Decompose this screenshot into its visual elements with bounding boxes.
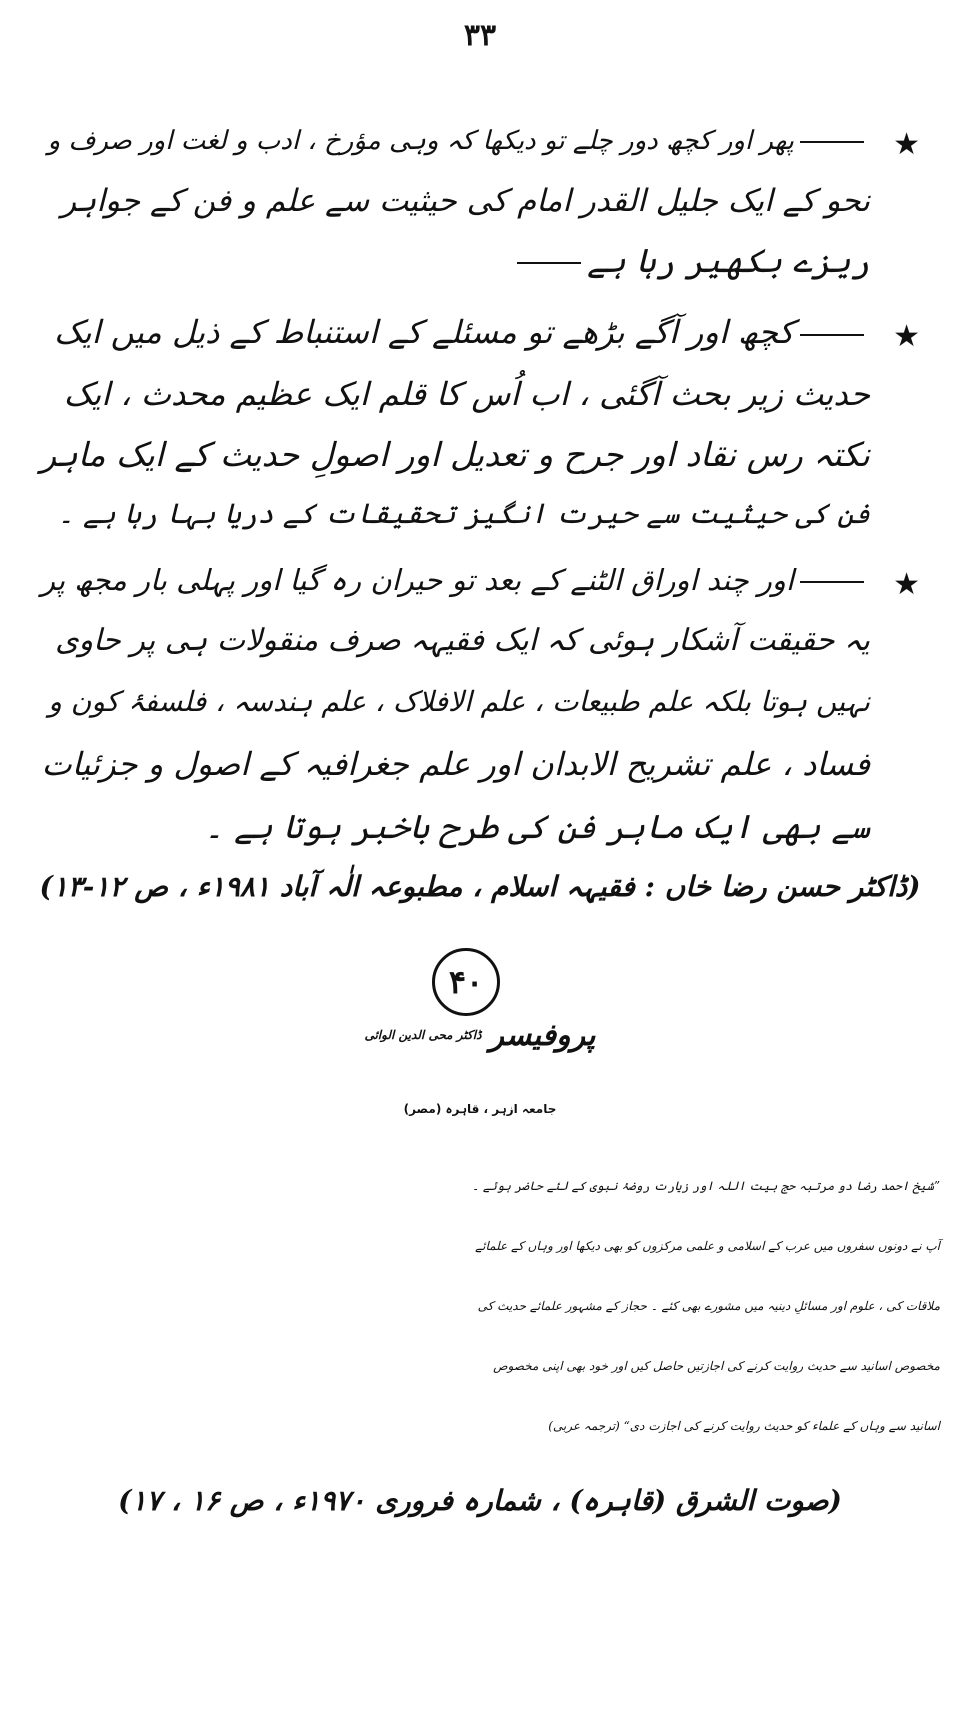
author-institution: جامعہ ازہر ، قاہرہ (مصر) (403, 1102, 557, 1116)
bullet-item (40, 300, 920, 540)
bullet-line: اور چند اوراق الٹنے کے بعد تو حیران رہ گیا اور پہلی بار مجھ پر (41, 566, 870, 595)
author-prefix: پروفیسر (489, 1018, 596, 1053)
star-icon: ★ (893, 567, 920, 602)
bullet-item (40, 560, 920, 860)
bullet-line: نحو کے ایک جلیل القدر امام کی حیثیت سے علم و فن کے جواہر (61, 183, 870, 219)
quote-line: ”شیخ احمد رضا دو مرتبہ حج بیت اللہ اور زیارت روضۂ نبوی کے لئے حاضر ہوئے ۔ (472, 1179, 940, 1193)
bullet-line: فساد ، علم تشریح الابدان اور علم جغرافیہ کے اصول و جزئیات (41, 745, 870, 783)
star-icon: ★ (893, 127, 920, 162)
author-heading (0, 1018, 960, 1053)
dash-divider (800, 141, 864, 143)
quote-line: اسانید سے وہاں کے علماء کو حدیث روایت کرنے کی اجازت دی“ (ترجمہ عربی) (548, 1419, 940, 1433)
author-name: ڈاکٹر محی الدین الوائی (364, 1028, 482, 1042)
bullet-item (40, 120, 920, 290)
bullet-line: سے بھی ایک ماہر فن کی طرح باخبر ہوتا ہے ۔ (204, 807, 870, 846)
page-number: ۳۳ (463, 18, 497, 53)
dash-divider (800, 334, 864, 336)
bullet-line: فن کی حیثیت سے حیرت انگیز تحقیقات کے دریا بہا رہا ہے ۔ (57, 497, 870, 530)
dash-divider (800, 581, 864, 583)
quote-line: آپ نے دونوں سفروں میں عرب کے اسلامی و علمی مرکزوں کو بھی دیکھا اور وہاں کے علمائے (475, 1239, 940, 1253)
dash-divider (517, 262, 581, 264)
citation: (صوت الشرق (قاہرہ) ، شمارہ فروری ۱۹۷۰ء ، ص ۱۶ ، ۱۷) (118, 1484, 842, 1517)
bullet-line: پھر اور کچھ دور چلے تو دیکھا کہ وہی مؤرخ ، ادب و لغت اور صرف و (48, 128, 870, 154)
bullet-line: ریزے بکھیر رہا ہے (511, 244, 870, 277)
bullet-line: کچھ اور آگے بڑھے تو مسئلے کے استنباط کے ذیل میں ایک (54, 316, 870, 348)
bullet-line: نکتہ رس نقاد اور جرح و تعدیل اور اصولِ حدیث کے ایک ماہر (40, 435, 870, 474)
star-icon: ★ (893, 319, 920, 354)
quote-line: مخصوص اسانید سے حدیث روایت کرنے کی اجازتیں حاصل کیں اور خود بھی اپنی مخصوص (493, 1359, 940, 1373)
bullet-line: حدیث زیر بحث آگئی ، اب اُس کا قلم ایک عظیم محدث ، ایک (63, 375, 870, 413)
section-number: ۴۰ (432, 948, 500, 1016)
bullet-line: نہیں ہوتا بلکہ علم طبیعات ، علم الافلاک ، علم ہندسہ ، فلسفۂ کون و (48, 685, 870, 718)
citation: (ڈاکٹر حسن رضا خاں : فقیہہ اسلام ، مطبوعہ الٰہ آباد ۱۹۸۱ء ، ص ۱۲-۱۳) (39, 870, 921, 903)
quote-line: ملاقات کی ، علوم اور مسائلِ دینیہ میں مشورے بھی کئے ۔ حجاز کے مشہور علمائے حدیث کی (477, 1299, 940, 1313)
bullet-line: یہ حقیقت آشکار ہوئی کہ ایک فقیہہ صرف منقولات ہی پر حاوی (55, 623, 870, 658)
